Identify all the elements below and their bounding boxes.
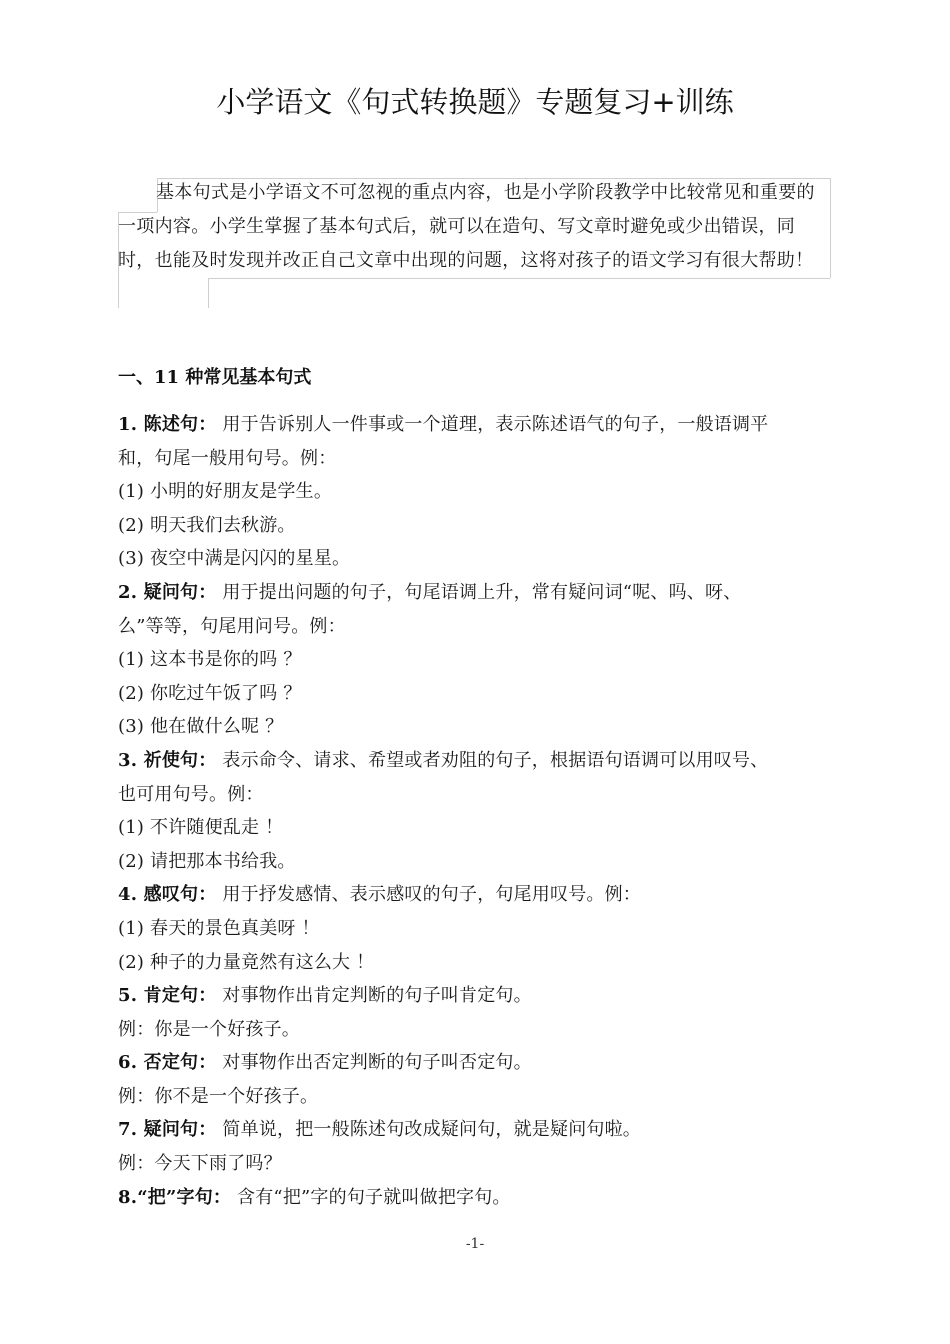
list-item — [118, 442, 818, 476]
sentence-type-label: 6. 否定句： — [118, 1052, 217, 1074]
list-item — [118, 979, 818, 1013]
line-text: 例：今天下雨了吗？ — [118, 1153, 282, 1175]
line-text: 对事物作出否定判断的句子叫否定句。 — [216, 1052, 532, 1074]
line-text: 含有“把”字的句子就叫做把字句。 — [231, 1186, 511, 1208]
sentence-type-label: 1. 陈述句： — [118, 414, 217, 435]
list-item — [118, 878, 818, 912]
line-text: (1) 不许随便乱走 ！ — [118, 817, 284, 839]
line-text: 对事物作出肯定判断的句子叫肯定句。 — [216, 985, 532, 1007]
line-text: (3) 他在做什么呢 ？ — [118, 716, 284, 738]
section-heading: 一、11 种常见基本句式 — [118, 367, 312, 388]
line-text: 例：你不是一个好孩子。 — [118, 1085, 319, 1107]
list-item — [118, 744, 818, 778]
line-text: 用于告诉别人一件事或一个道理，表示陈述语气的句子，一般语调平 — [216, 414, 769, 435]
sentence-type-label: 8.“把”字句： — [118, 1186, 232, 1208]
page-number: -1- — [465, 1236, 485, 1252]
list-item — [118, 1147, 818, 1181]
line-text: (3) 夜空中满是闪闪的星星。 — [118, 548, 351, 570]
list-item — [118, 946, 818, 980]
text-frame-border — [830, 178, 831, 278]
list-item — [118, 912, 818, 946]
list-item — [118, 509, 818, 543]
line-text: (1) 春天的景色真美呀 ！ — [118, 917, 320, 939]
sentence-type-label: 3. 祈使句： — [118, 749, 217, 771]
line-text: (1) 小明的好朋友是学生。 — [118, 481, 333, 503]
line-text: (2) 明天我们去秋游。 — [118, 514, 296, 536]
sentence-type-label: 7. 疑问句： — [118, 1119, 217, 1141]
list-item — [118, 1080, 818, 1114]
line-text: (2) 种子的力量竟然有这么大 ！ — [118, 951, 375, 973]
line-text: (2) 你吃过午饭了吗 ？ — [118, 682, 302, 704]
intro-paragraph — [118, 176, 830, 278]
list-item — [118, 1046, 818, 1080]
list-item — [118, 710, 818, 744]
list-item — [118, 576, 818, 610]
sentence-type-label: 4. 感叹句： — [118, 884, 217, 906]
list-item — [118, 1181, 818, 1215]
sentence-type-list — [118, 408, 818, 1214]
sentence-type-label: 2. 疑问句： — [118, 581, 217, 603]
list-item — [118, 811, 818, 845]
text-frame-border — [208, 278, 209, 308]
line-text: 么”等等，句尾用问号。例： — [118, 615, 346, 637]
list-item — [118, 643, 818, 677]
line-text: 也可用句号。例： — [118, 783, 264, 805]
list-item — [118, 610, 818, 644]
page-title: 小学语文《句式转换题》专题复习+训练 — [216, 85, 734, 119]
list-item — [118, 778, 818, 812]
list-item — [118, 845, 818, 879]
line-text: 用于提出问题的句子，句尾语调上升，常有疑问词“呢、吗、呀、 — [216, 581, 742, 603]
line-text: (2) 请把那本书给我。 — [118, 850, 296, 872]
line-text: (1) 这本书是你的吗 ？ — [118, 649, 302, 671]
text-frame-border — [208, 278, 830, 279]
list-item — [118, 1013, 818, 1047]
list-item — [118, 542, 818, 576]
list-item — [118, 408, 818, 442]
intro-text: 基本句式是小学语文不可忽视的重点内容，也是小学阶段教学中比较常见和重要的一项内容。小学生掌握了基本句式后，就可以在造句、写文章时避免或少出错误，同时，也能及时发现并改正自己文章中出现的问题，这将对孩子的语文学习有很大帮助！ — [118, 182, 815, 271]
line-text: 例：你是一个好孩子。 — [118, 1018, 300, 1040]
line-text: 用于抒发感情、表示感叹的句子，句尾用叹号。例： — [216, 884, 641, 906]
sentence-type-label: 5. 肯定句： — [118, 985, 217, 1007]
list-item — [118, 475, 818, 509]
list-item — [118, 677, 818, 711]
line-text: 和，句尾一般用句号。例： — [118, 447, 337, 469]
line-text: 表示命令、请求、希望或者劝阻的句子，根据语句语调可以用叹号、 — [216, 749, 769, 771]
line-text: 简单说，把一般陈述句改成疑问句，就是疑问句啦。 — [216, 1119, 641, 1141]
list-item — [118, 1113, 818, 1147]
